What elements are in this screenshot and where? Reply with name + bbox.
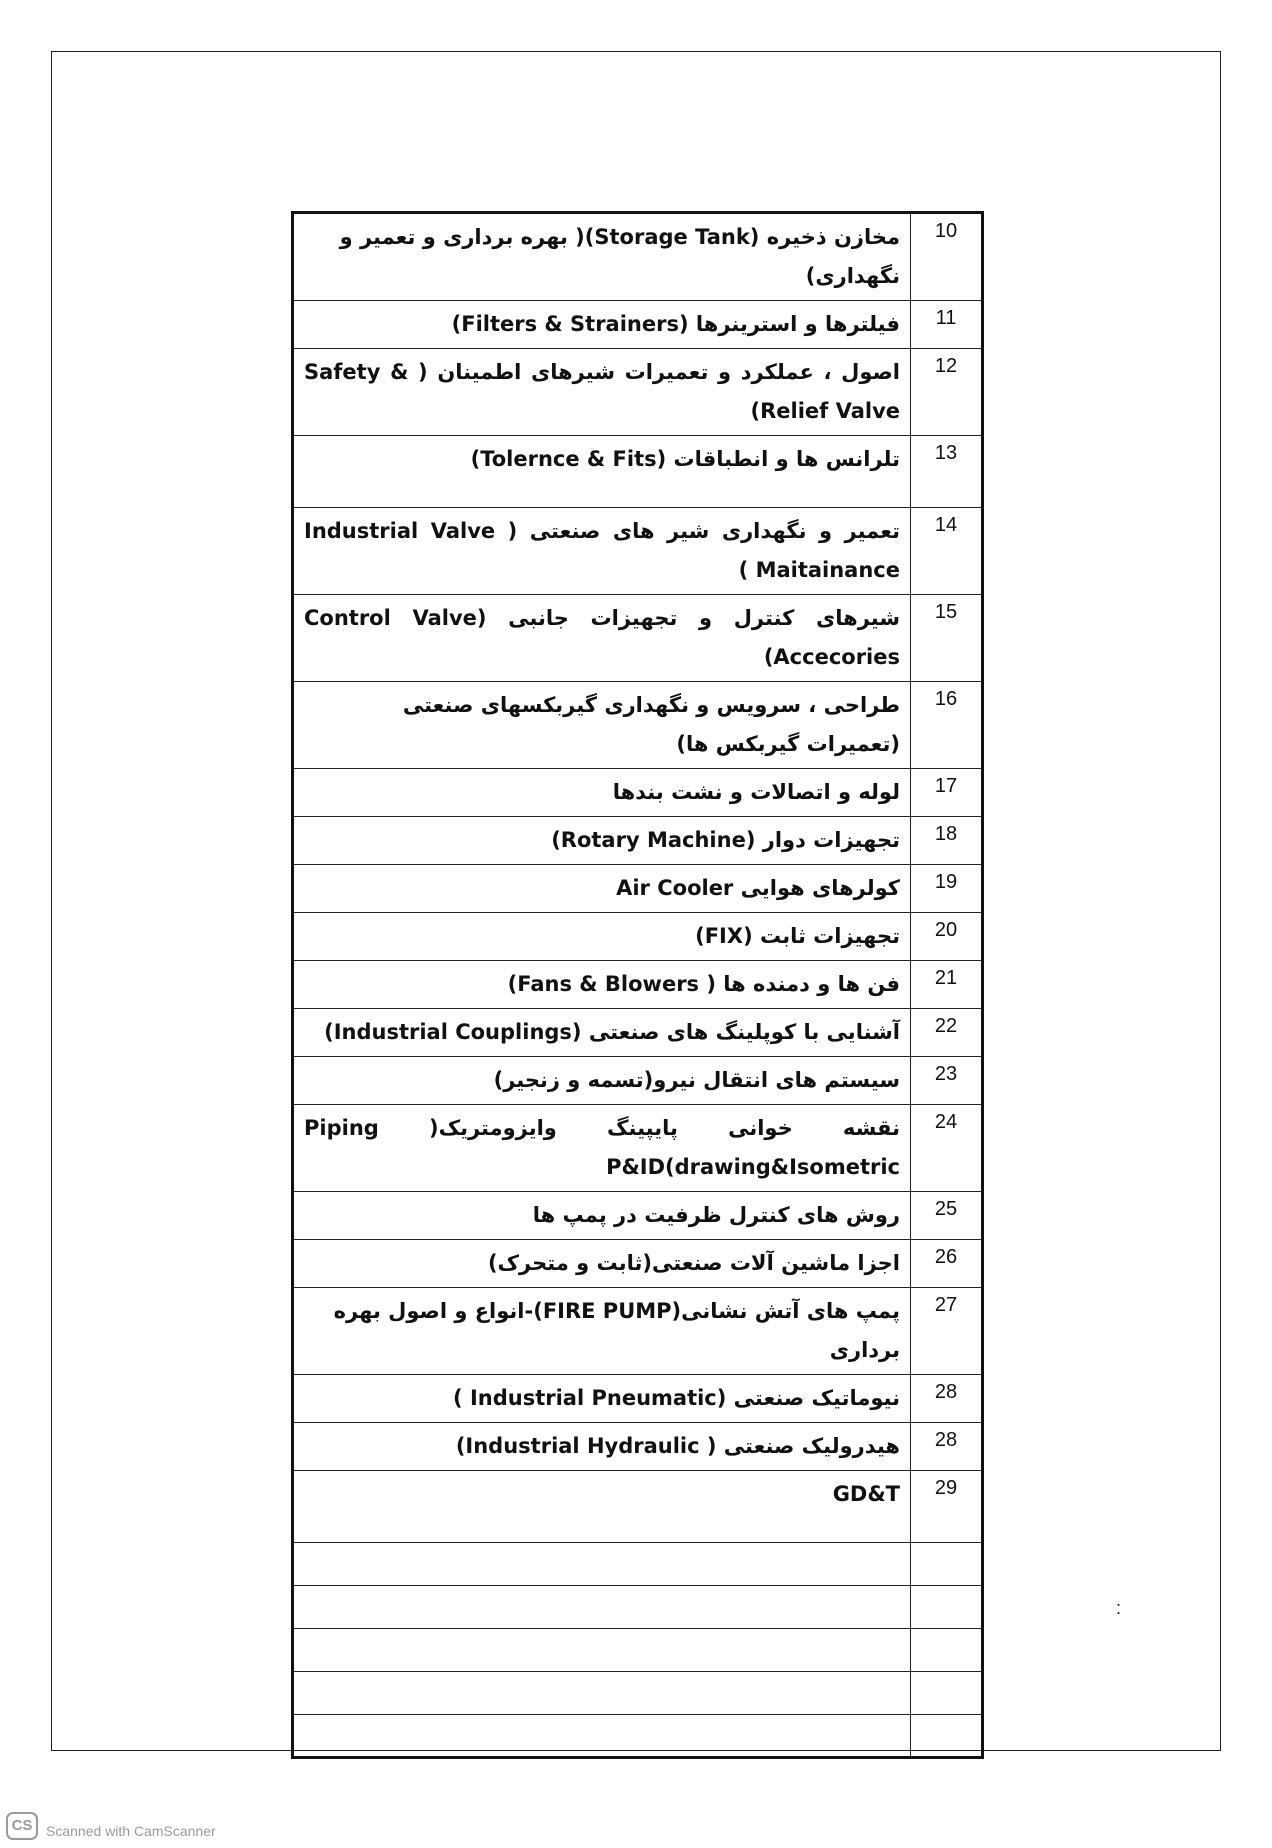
course-title: هیدرولیک صنعتی ( Industrial Hydraulic) <box>293 1423 911 1471</box>
row-number: 13 <box>911 436 983 508</box>
course-title: تلرانس ها و انطباقات (Tolernce & Fits) <box>293 436 911 508</box>
table-row <box>293 817 983 865</box>
table-row <box>293 769 983 817</box>
empty-cell <box>911 1715 983 1758</box>
table-row <box>293 1240 983 1288</box>
table-row <box>293 508 983 595</box>
row-number: 10 <box>911 213 983 301</box>
camscanner-logo-icon: CS <box>6 1812 38 1840</box>
course-title: اصول ، عملکرد و تعمیرات شیرهای اطمینان ( Safety & Relief Valve) <box>293 349 911 436</box>
table-row <box>293 1009 983 1057</box>
stray-colon: : <box>1116 1598 1122 1618</box>
row-number: 23 <box>911 1057 983 1105</box>
table-row <box>293 349 983 436</box>
row-number: 17 <box>911 769 983 817</box>
table-row <box>293 1471 983 1543</box>
empty-row <box>293 1672 983 1715</box>
course-title: طراحی ، سرویس و نگهداری گیربکسهای صنعتی (تعمیرات گیربکس ها) <box>293 682 911 769</box>
row-number: 15 <box>911 595 983 682</box>
empty-cell <box>293 1543 911 1586</box>
table-row <box>293 213 983 301</box>
row-number: 14 <box>911 508 983 595</box>
row-number: 27 <box>911 1288 983 1375</box>
row-number: 18 <box>911 817 983 865</box>
empty-cell <box>911 1672 983 1715</box>
course-title: فیلترها و استرینرها (Filters & Strainers) <box>293 301 911 349</box>
empty-cell <box>911 1543 983 1586</box>
row-number: 24 <box>911 1105 983 1192</box>
table-row <box>293 1288 983 1375</box>
empty-row <box>293 1586 983 1629</box>
table-row <box>293 595 983 682</box>
row-number: 25 <box>911 1192 983 1240</box>
row-number: 28 <box>911 1423 983 1471</box>
course-title: فن ها و دمنده ها ( Fans & Blowers) <box>293 961 911 1009</box>
course-title: سیستم های انتقال نیرو(تسمه و زنجیر) <box>293 1057 911 1105</box>
course-title: اجزا ماشین آلات صنعتی(ثابت و متحرک) <box>293 1240 911 1288</box>
course-title: نیوماتیک صنعتی (Industrial Pneumatic ) <box>293 1375 911 1423</box>
course-title: تجهیزات ثابت (FIX) <box>293 913 911 961</box>
table-row <box>293 682 983 769</box>
row-number: 12 <box>911 349 983 436</box>
table-row <box>293 301 983 349</box>
empty-row <box>293 1715 983 1758</box>
table-row <box>293 1057 983 1105</box>
empty-cell <box>911 1629 983 1672</box>
course-title: شیرهای کنترل و تجهیزات جانبی (Control Valve Accecories) <box>293 595 911 682</box>
row-number: 19 <box>911 865 983 913</box>
course-title: کولرهای هوایی Air Cooler <box>293 865 911 913</box>
course-title: مخازن ذخیره (Storage Tank)( بهره برداری و تعمیر و نگهداری) <box>293 213 911 301</box>
row-number: 21 <box>911 961 983 1009</box>
table-row <box>293 865 983 913</box>
course-title: روش های کنترل ظرفیت در پمپ ها <box>293 1192 911 1240</box>
table-row <box>293 961 983 1009</box>
table-row <box>293 1105 983 1192</box>
course-title: نقشه خوانی پایپینگ وایزومتریک( Piping P&ID(drawing&Isometric <box>293 1105 911 1192</box>
row-number: 26 <box>911 1240 983 1288</box>
row-number: 20 <box>911 913 983 961</box>
scanner-watermark: Scanned with CamScanner <box>46 1823 216 1839</box>
row-number: 16 <box>911 682 983 769</box>
table-row <box>293 1423 983 1471</box>
table-row <box>293 1192 983 1240</box>
empty-cell <box>911 1586 983 1629</box>
empty-cell <box>293 1629 911 1672</box>
course-table <box>291 211 984 1759</box>
course-title: تعمیر و نگهداری شیر های صنعتی ( Industrial Valve Maitainance ) <box>293 508 911 595</box>
row-number: 28 <box>911 1375 983 1423</box>
empty-cell <box>293 1672 911 1715</box>
empty-row <box>293 1543 983 1586</box>
course-title: GD&T <box>293 1471 911 1543</box>
table-row <box>293 436 983 508</box>
course-title: پمپ های آتش نشانی(FIRE PUMP)-انواع و اصول بهره برداری <box>293 1288 911 1375</box>
row-number: 11 <box>911 301 983 349</box>
table-row <box>293 913 983 961</box>
course-title: لوله و اتصالات و نشت بندها <box>293 769 911 817</box>
table-row <box>293 1375 983 1423</box>
row-number: 22 <box>911 1009 983 1057</box>
empty-cell <box>293 1715 911 1758</box>
course-title: آشنایی با کوپلینگ های صنعتی (Industrial Couplings) <box>293 1009 911 1057</box>
empty-row <box>293 1629 983 1672</box>
row-number: 29 <box>911 1471 983 1543</box>
course-title: تجهیزات دوار (Rotary Machine) <box>293 817 911 865</box>
empty-cell <box>293 1586 911 1629</box>
